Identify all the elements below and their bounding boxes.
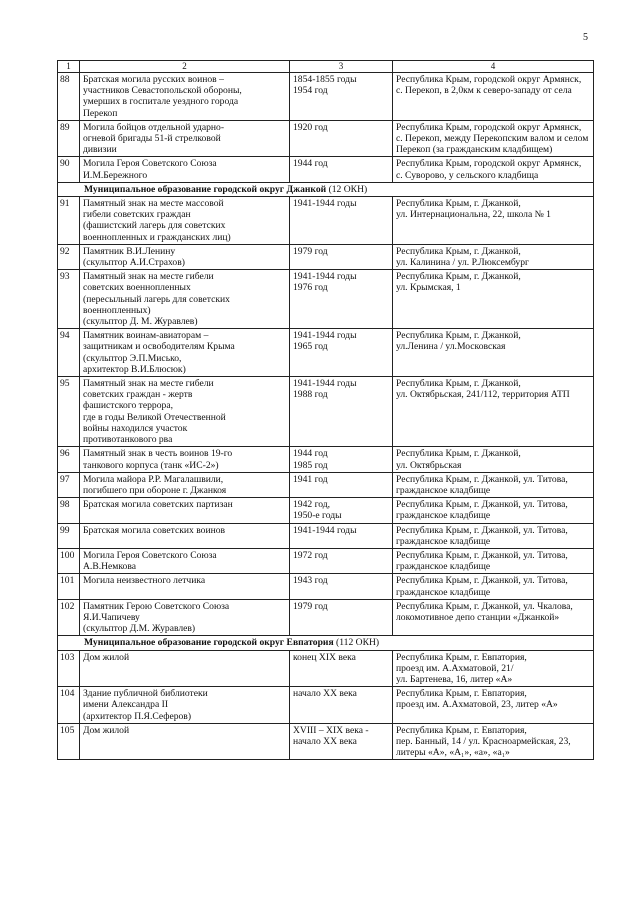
monument-location-line: локомотивное депо станции «Джанкой» (396, 611, 560, 623)
monument-location-cell (393, 447, 594, 472)
monument-name-line: советских военнопленных (83, 282, 191, 294)
monument-row (58, 244, 594, 269)
monument-location-line: ул. Крымская, 1 (396, 282, 461, 294)
monument-date-line: 1941-1944 годы (293, 330, 357, 342)
monument-name-line: Памятный знак на месте гибели (83, 271, 214, 283)
monument-date-line: 1944 год (293, 448, 328, 460)
monument-location-cell (393, 548, 594, 573)
monument-location-line: Республика Крым, г. Джанкой, (396, 448, 521, 460)
monument-location-line: гражданское кладбище (396, 586, 491, 598)
column-number-2: 2 (80, 61, 290, 73)
monument-name-cell (80, 650, 290, 687)
monument-date-line: 1941-1944 годы (293, 524, 357, 536)
monument-name-cell (80, 377, 290, 447)
monument-row (58, 650, 594, 687)
monument-date-line: 1979 год (293, 600, 328, 612)
row-number: 101 (58, 574, 80, 599)
monument-location-line: Республика Крым, г. Джанкой, (396, 271, 521, 283)
monument-name-line: огневой бригады 51-й стрелковой (83, 133, 221, 145)
monument-date-cell (290, 447, 393, 472)
municipality-section-heading (58, 636, 594, 650)
row-number: 94 (58, 329, 80, 377)
monument-name-line: погибшего при обороне г. Джанкоя (83, 484, 227, 496)
column-number-3: 3 (290, 61, 393, 73)
monument-date-cell (290, 599, 393, 636)
monument-name-line: (скульптор Д. М. Журавлев) (83, 316, 198, 328)
monument-name-line: где в годы Великой Отечественной (83, 411, 226, 423)
monument-name-line: имени Александра II (83, 699, 169, 711)
monument-date-cell (290, 687, 393, 724)
monument-name-line: дивизии (83, 144, 117, 156)
monument-location-cell (393, 498, 594, 523)
monument-location-line: литеры «А», «А₁», «а», «а₁» (396, 747, 510, 759)
column-number-1: 1 (58, 61, 80, 73)
monument-name-line: И.М.Бережного (83, 169, 148, 181)
row-number: 88 (58, 73, 80, 121)
monument-name-line: Могила Героя Советского Союза (83, 158, 217, 170)
monument-date-cell (290, 157, 393, 182)
monument-name-cell (80, 548, 290, 573)
monument-location-cell (393, 197, 594, 245)
monument-name-line: Могила майора Р.Р. Магалашвили, (83, 473, 224, 485)
monument-name-cell (80, 157, 290, 182)
monument-location-line: Республика Крым, г. Джанкой, (396, 330, 521, 342)
monument-date-line: 1942 год, (293, 499, 331, 511)
monument-location-line: гражданское кладбище (396, 561, 491, 573)
monument-name-line: Могила бойцов отдельной ударно- (83, 121, 225, 133)
monument-location-cell (393, 523, 594, 548)
page-number: 5 (583, 32, 588, 43)
monument-date-line: 1976 год (293, 282, 328, 294)
monument-date-cell (290, 650, 393, 687)
registry-body (58, 61, 594, 760)
monument-location-line: Республика Крым, г. Джанкой, ул. Титова, (396, 473, 568, 485)
monument-name-line: участников Севастопольской обороны, (83, 85, 242, 97)
monument-date-line: 1944 год (293, 158, 328, 170)
monument-name-cell (80, 329, 290, 377)
section-object-count: (112 ОКН) (336, 637, 380, 649)
monument-name-line: (скульптор А.И.Страхов) (83, 257, 185, 269)
monument-location-cell (393, 723, 594, 760)
monument-name-cell (80, 244, 290, 269)
monument-name-line: Памятник В.И.Ленину (83, 245, 176, 257)
monument-row (58, 723, 594, 760)
monument-name-line: Памятный знак на месте массовой (83, 198, 224, 210)
monument-date-line: 1941-1944 годы (293, 378, 357, 390)
monument-location-line: Республика Крым, городской округ Армянск, (396, 74, 582, 85)
monument-name-cell (80, 687, 290, 724)
municipality-section-heading (58, 182, 594, 196)
monument-date-line: 1985 год (293, 459, 328, 471)
row-number: 92 (58, 244, 80, 269)
monument-location-cell (393, 377, 594, 447)
monument-name-line: (архитектор П.Я.Сеферов) (83, 710, 192, 722)
monument-date-cell (290, 270, 393, 329)
monument-name-line: Могила Героя Советского Союза (83, 549, 217, 561)
monument-location-line: ул. Октябрьская, 241/112, территория АТП (396, 389, 570, 401)
monument-location-line: Перекоп (за гражданским кладбищем) (396, 144, 553, 156)
monument-location-line: Республика Крым, г. Евпатория, (396, 724, 527, 736)
monument-row (58, 329, 594, 377)
monument-location-line: проезд им. А.Ахматовой, 21/ (396, 662, 514, 674)
monument-name-line: фашистского террора, (83, 400, 173, 412)
monument-location-line: Республика Крым, г. Джанкой, ул. Титова, (396, 549, 568, 561)
monument-date-line: 1954 год (293, 85, 328, 97)
monument-location-cell (393, 650, 594, 687)
monument-date-line: конец XIX века (293, 651, 356, 663)
monument-name-line: Братская могила советских воинов (83, 524, 226, 536)
monument-name-cell (80, 723, 290, 760)
monument-location-cell (393, 472, 594, 497)
monument-name-line: Памятник Герою Советского Союза (83, 600, 230, 612)
monument-location-cell (393, 599, 594, 636)
monument-location-line: с. Перекоп, между Перекопским валом и селом (396, 133, 589, 145)
monument-location-cell (393, 244, 594, 269)
monument-date-line: начало XX века (293, 688, 357, 700)
column-number-row (58, 61, 594, 73)
row-number: 100 (58, 548, 80, 573)
monument-location-line: с. Суворово, у сельского кладбища (396, 169, 539, 181)
monument-date-line: 1920 год (293, 121, 328, 133)
monument-location-cell (393, 687, 594, 724)
monument-location-line: Республика Крым, г. Джанкой, ул. Чкалова, (396, 600, 573, 612)
monument-location-cell (393, 73, 594, 121)
row-number: 95 (58, 377, 80, 447)
municipality-section-row (58, 182, 594, 196)
monument-name-line: военнопленных) (83, 304, 151, 316)
monument-location-line: Республика Крым, городской округ Армянск, (396, 121, 582, 133)
monument-name-line: танкового корпуса (танк «ИС-2») (83, 459, 219, 471)
monument-name-line: Дом жилой (83, 651, 130, 663)
monument-name-cell (80, 197, 290, 245)
monument-name-line: архитектор В.И.Блюсюк) (83, 363, 186, 375)
monument-name-cell (80, 599, 290, 636)
monument-name-line: Я.И.Чапичеву (83, 611, 140, 623)
heritage-registry-table (57, 60, 594, 760)
monument-name-line: (фашистский лагерь для советских (83, 220, 226, 232)
monument-date-cell (290, 498, 393, 523)
row-number: 93 (58, 270, 80, 329)
monument-date-line: 1941-1944 годы (293, 198, 357, 210)
monument-location-line: пер. Банный, 14 / ул. Красноармейская, 23, (396, 735, 571, 747)
monument-date-line: 1941 год (293, 473, 328, 485)
monument-name-line: Памятный знак на месте гибели (83, 378, 214, 390)
monument-location-line: Республика Крым, г. Джанкой, (396, 198, 521, 210)
row-number: 98 (58, 498, 80, 523)
monument-date-line: 1950-е годы (293, 510, 342, 522)
monument-name-line: войны находился участок (83, 422, 188, 434)
monument-date-cell (290, 523, 393, 548)
monument-date-cell (290, 329, 393, 377)
monument-name-line: Братская могила советских партизан (83, 499, 233, 511)
monument-row (58, 574, 594, 599)
monument-location-line: Республика Крым, г. Джанкой, ул. Титова, (396, 499, 568, 511)
monument-row (58, 523, 594, 548)
monument-date-cell (290, 120, 393, 157)
monument-name-line: Могила неизвестного летчика (83, 575, 206, 587)
monument-location-line: ул. Калинина / ул. Р.Люксембург (396, 257, 529, 269)
monument-name-line: защитникам и освободителям Крыма (83, 341, 235, 353)
monument-location-line: Республика Крым, г. Джанкой, ул. Титова, (396, 575, 568, 587)
monument-location-line: с. Перекоп, в 2,0км к северо-западу от села (396, 85, 572, 97)
row-number: 102 (58, 599, 80, 636)
monument-row (58, 447, 594, 472)
monument-location-line: Республика Крым, г. Джанкой, ул. Титова, (396, 524, 568, 536)
monument-date-line: 1972 год (293, 549, 328, 561)
monument-location-line: ул. Октябрьская (396, 459, 462, 471)
monument-name-cell (80, 523, 290, 548)
row-number: 90 (58, 157, 80, 182)
monument-name-line: А.В.Немкова (83, 561, 137, 573)
monument-location-line: Республика Крым, городской округ Армянск, (396, 158, 582, 170)
monument-date-cell (290, 197, 393, 245)
row-number: 97 (58, 472, 80, 497)
monument-name-cell (80, 73, 290, 121)
monument-name-line: советских граждан - жертв (83, 389, 193, 401)
monument-date-cell (290, 472, 393, 497)
monument-name-cell (80, 270, 290, 329)
monument-row (58, 548, 594, 573)
monument-name-line: Перекоп (83, 107, 118, 119)
monument-row (58, 472, 594, 497)
monument-row (58, 687, 594, 724)
monument-location-line: ул. Интернациональна, 22, школа № 1 (396, 209, 551, 221)
monument-name-cell (80, 120, 290, 157)
monument-row (58, 157, 594, 182)
monument-date-cell (290, 548, 393, 573)
monument-location-cell (393, 157, 594, 182)
monument-date-line: 1943 год (293, 575, 328, 587)
monument-location-line: проезд им. А.Ахматовой, 23, литер «А» (396, 699, 558, 711)
monument-name-line: (пересыльный лагерь для советских (83, 293, 230, 305)
section-title: Муниципальное образование городской округ Евпатория (84, 637, 334, 649)
monument-location-line: Республика Крым, г. Евпатория, (396, 688, 527, 700)
monument-name-line: (скульптор Д.М. Журавлев) (83, 623, 196, 635)
row-number: 103 (58, 650, 80, 687)
section-object-count: (12 ОКН) (328, 183, 368, 195)
monument-date-line: 1979 год (293, 245, 328, 257)
monument-date-line: 1941-1944 годы (293, 271, 357, 283)
monument-date-cell (290, 377, 393, 447)
monument-location-line: гражданское кладбище (396, 484, 491, 496)
monument-name-cell (80, 498, 290, 523)
monument-date-line: начало XX века (293, 735, 357, 747)
monument-name-line: Памятник воинам-авиаторам – (83, 330, 209, 342)
section-title: Муниципальное образование городской округ Джанкой (84, 183, 327, 195)
monument-name-line: военнопленных и гражданских лиц) (83, 231, 231, 243)
monument-name-cell (80, 574, 290, 599)
monument-date-line: XVIII – XIX века - (293, 724, 369, 736)
monument-name-cell (80, 472, 290, 497)
monument-date-line: 1988 год (293, 389, 328, 401)
monument-location-line: Республика Крым, г. Евпатория, (396, 651, 527, 663)
monument-name-line: Дом жилой (83, 724, 130, 736)
row-number: 105 (58, 723, 80, 760)
monument-name-line: противотанкового рва (83, 434, 173, 446)
monument-name-line: Здание публичной библиотеки (83, 688, 208, 700)
row-number: 96 (58, 447, 80, 472)
row-number: 91 (58, 197, 80, 245)
monument-location-cell (393, 329, 594, 377)
monument-location-cell (393, 574, 594, 599)
monument-location-line: ул. Бартенева, 16, литер «А» (396, 673, 513, 685)
monument-date-cell (290, 244, 393, 269)
monument-location-line: гражданское кладбище (396, 510, 491, 522)
monument-row (58, 599, 594, 636)
monument-date-cell (290, 723, 393, 760)
monument-location-line: гражданское кладбище (396, 535, 491, 547)
row-number: 104 (58, 687, 80, 724)
monument-row (58, 498, 594, 523)
monument-date-cell (290, 574, 393, 599)
monument-row (58, 197, 594, 245)
monument-location-cell (393, 120, 594, 157)
monument-date-cell (290, 73, 393, 121)
monument-row (58, 120, 594, 157)
column-number-4: 4 (393, 61, 594, 73)
monument-name-line: Памятный знак в честь воинов 19-го (83, 448, 233, 460)
monument-date-line: 1965 год (293, 341, 328, 353)
monument-location-line: Республика Крым, г. Джанкой, (396, 245, 521, 257)
monument-name-line: (скульптор Э.П.Мисько, (83, 352, 182, 364)
monument-name-line: гибели советских граждан (83, 209, 191, 221)
monument-location-line: Республика Крым, г. Джанкой, (396, 378, 521, 390)
municipality-section-row (58, 636, 594, 650)
monument-row (58, 73, 594, 121)
monument-name-cell (80, 447, 290, 472)
monument-location-line: ул.Ленина / ул.Московская (396, 341, 506, 353)
monument-location-cell (393, 270, 594, 329)
monument-date-line: 1854-1855 годы (293, 74, 357, 85)
row-number: 99 (58, 523, 80, 548)
row-number: 89 (58, 120, 80, 157)
monument-name-line: Братская могила русских воинов – (83, 74, 224, 85)
monument-row (58, 270, 594, 329)
monument-name-line: умерших в госпитале уездного города (83, 96, 239, 108)
monument-row (58, 377, 594, 447)
